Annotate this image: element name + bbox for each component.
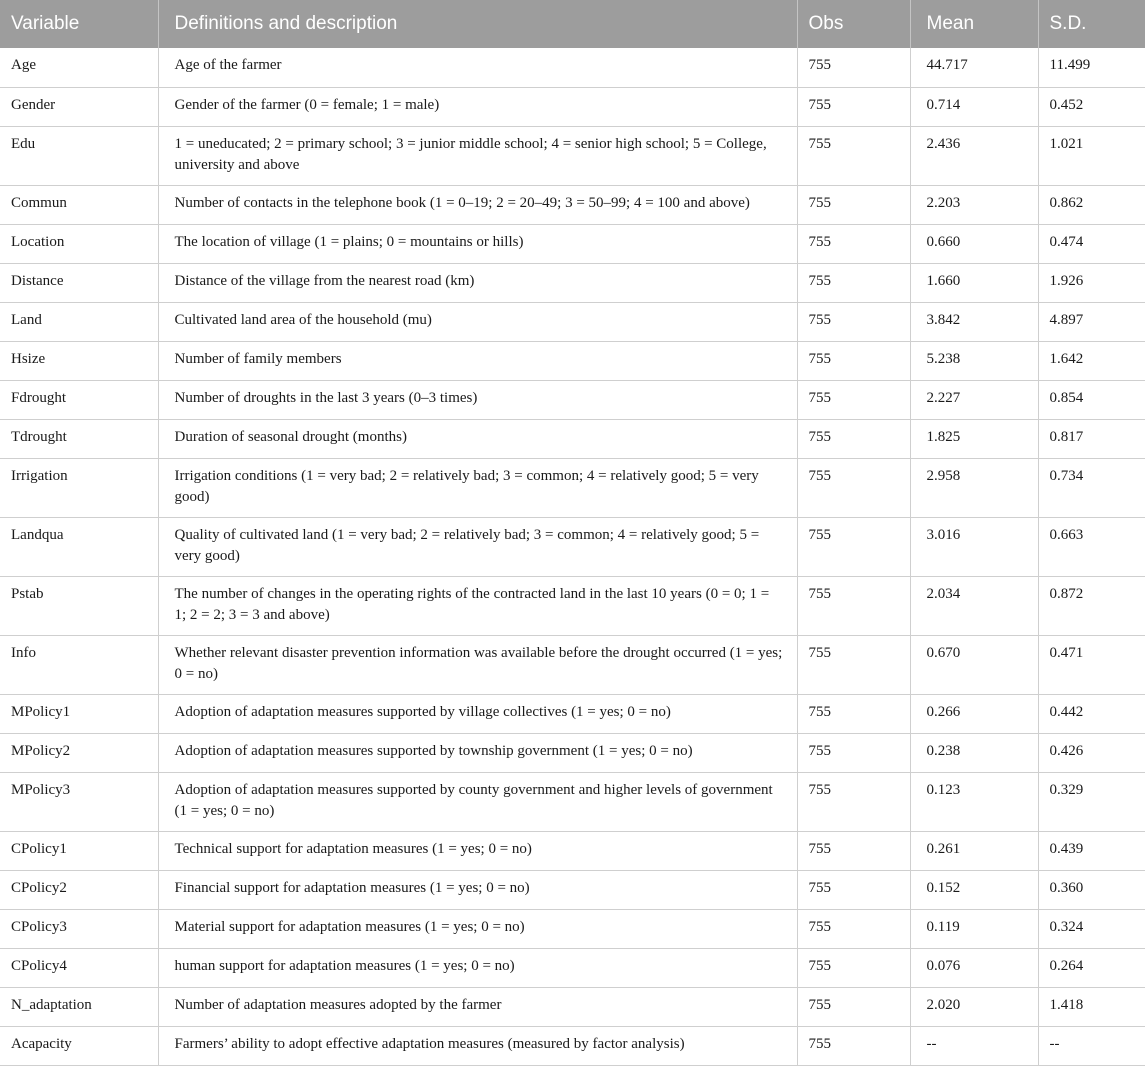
cell-obs: 755 <box>797 419 910 458</box>
cell-mean: 2.436 <box>910 126 1038 185</box>
cell-mean: 0.660 <box>910 224 1038 263</box>
table-row <box>0 831 1145 870</box>
cell-definition: Duration of seasonal drought (months) <box>158 419 797 458</box>
cell-obs: 755 <box>797 302 910 341</box>
cell-definition: Irrigation conditions (1 = very bad; 2 = relatively bad; 3 = common; 4 = relatively good; 5 = very good) <box>158 458 797 517</box>
cell-sd: 0.734 <box>1038 458 1145 517</box>
cell-obs: 755 <box>797 263 910 302</box>
cell-sd: 0.817 <box>1038 419 1145 458</box>
cell-obs: 755 <box>797 733 910 772</box>
cell-mean: 0.119 <box>910 909 1038 948</box>
cell-definition: Number of family members <box>158 341 797 380</box>
cell-mean: 0.076 <box>910 948 1038 987</box>
cell-variable: Edu <box>0 126 158 185</box>
cell-variable: Age <box>0 48 158 87</box>
table-row <box>0 1026 1145 1065</box>
cell-mean: 1.660 <box>910 263 1038 302</box>
table-row <box>0 380 1145 419</box>
cell-sd: 0.264 <box>1038 948 1145 987</box>
cell-sd: 0.439 <box>1038 831 1145 870</box>
table-row <box>0 733 1145 772</box>
cell-obs: 755 <box>797 185 910 224</box>
cell-definition: Gender of the farmer (0 = female; 1 = male) <box>158 87 797 126</box>
cell-definition: Number of contacts in the telephone book (1 = 0–19; 2 = 20–49; 3 = 50–99; 4 = 100 and above) <box>158 185 797 224</box>
cell-obs: 755 <box>797 224 910 263</box>
cell-obs: 755 <box>797 1026 910 1065</box>
cell-sd: 4.897 <box>1038 302 1145 341</box>
cell-variable: Fdrought <box>0 380 158 419</box>
cell-definition: Whether relevant disaster prevention information was available before the drought occurred (1 = yes; 0 = no) <box>158 635 797 694</box>
cell-obs: 755 <box>797 341 910 380</box>
cell-obs: 755 <box>797 126 910 185</box>
cell-variable: Acapacity <box>0 1026 158 1065</box>
cell-sd: 1.642 <box>1038 341 1145 380</box>
cell-sd: 1.418 <box>1038 987 1145 1026</box>
cell-definition: Adoption of adaptation measures supported by county government and higher levels of government (1 = yes; 0 = no) <box>158 772 797 831</box>
cell-obs: 755 <box>797 87 910 126</box>
cell-mean: 0.266 <box>910 694 1038 733</box>
cell-variable: CPolicy2 <box>0 870 158 909</box>
header-row <box>0 0 1145 48</box>
cell-mean: 0.261 <box>910 831 1038 870</box>
table-header <box>0 0 1145 48</box>
cell-sd: 0.442 <box>1038 694 1145 733</box>
cell-definition: Quality of cultivated land (1 = very bad; 2 = relatively bad; 3 = common; 4 = relatively good; 5 = very good) <box>158 517 797 576</box>
cell-obs: 755 <box>797 380 910 419</box>
cell-sd: -- <box>1038 1026 1145 1065</box>
cell-sd: 0.324 <box>1038 909 1145 948</box>
cell-definition: Farmers’ ability to adopt effective adaptation measures (measured by factor analysis) <box>158 1026 797 1065</box>
cell-variable: Pstab <box>0 576 158 635</box>
cell-mean: 2.958 <box>910 458 1038 517</box>
table-row <box>0 909 1145 948</box>
cell-mean: 3.842 <box>910 302 1038 341</box>
table-row <box>0 302 1145 341</box>
cell-variable: MPolicy3 <box>0 772 158 831</box>
cell-mean: 1.825 <box>910 419 1038 458</box>
cell-definition: Technical support for adaptation measures (1 = yes; 0 = no) <box>158 831 797 870</box>
cell-sd: 0.663 <box>1038 517 1145 576</box>
cell-variable: MPolicy1 <box>0 694 158 733</box>
cell-mean: 0.670 <box>910 635 1038 694</box>
cell-definition: Cultivated land area of the household (mu) <box>158 302 797 341</box>
cell-variable: Commun <box>0 185 158 224</box>
cell-variable: Hsize <box>0 341 158 380</box>
cell-mean: 2.034 <box>910 576 1038 635</box>
cell-definition: Number of adaptation measures adopted by the farmer <box>158 987 797 1026</box>
cell-variable: CPolicy1 <box>0 831 158 870</box>
cell-sd: 0.452 <box>1038 87 1145 126</box>
cell-obs: 755 <box>797 909 910 948</box>
cell-mean: 2.020 <box>910 987 1038 1026</box>
cell-definition: Number of droughts in the last 3 years (0–3 times) <box>158 380 797 419</box>
cell-sd: 0.872 <box>1038 576 1145 635</box>
table-row <box>0 635 1145 694</box>
table-row <box>0 772 1145 831</box>
cell-obs: 755 <box>797 694 910 733</box>
cell-mean: 44.717 <box>910 48 1038 87</box>
cell-mean: 3.016 <box>910 517 1038 576</box>
cell-definition: 1 = uneducated; 2 = primary school; 3 = junior middle school; 4 = senior high school; 5 = College, university and above <box>158 126 797 185</box>
cell-mean: 2.203 <box>910 185 1038 224</box>
cell-definition: Distance of the village from the nearest road (km) <box>158 263 797 302</box>
cell-sd: 0.854 <box>1038 380 1145 419</box>
cell-definition: The location of village (1 = plains; 0 = mountains or hills) <box>158 224 797 263</box>
table-row <box>0 126 1145 185</box>
cell-sd: 0.360 <box>1038 870 1145 909</box>
table-body <box>0 48 1145 1065</box>
header-variable: Variable <box>0 0 158 48</box>
table-row <box>0 87 1145 126</box>
cell-variable: Gender <box>0 87 158 126</box>
table-row <box>0 576 1145 635</box>
cell-variable: CPolicy3 <box>0 909 158 948</box>
table-row <box>0 224 1145 263</box>
cell-obs: 755 <box>797 987 910 1026</box>
table-row <box>0 948 1145 987</box>
header-definition: Definitions and description <box>158 0 797 48</box>
cell-sd: 1.021 <box>1038 126 1145 185</box>
cell-obs: 755 <box>797 48 910 87</box>
cell-variable: Land <box>0 302 158 341</box>
cell-sd: 0.474 <box>1038 224 1145 263</box>
cell-obs: 755 <box>797 517 910 576</box>
cell-sd: 0.471 <box>1038 635 1145 694</box>
header-mean: Mean <box>910 0 1038 48</box>
cell-mean: 0.238 <box>910 733 1038 772</box>
cell-obs: 755 <box>797 948 910 987</box>
cell-variable: MPolicy2 <box>0 733 158 772</box>
cell-definition: Adoption of adaptation measures supported by township government (1 = yes; 0 = no) <box>158 733 797 772</box>
header-obs: Obs <box>797 0 910 48</box>
cell-mean: 0.152 <box>910 870 1038 909</box>
header-sd: S.D. <box>1038 0 1145 48</box>
cell-variable: Distance <box>0 263 158 302</box>
cell-definition: Adoption of adaptation measures supported by village collectives (1 = yes; 0 = no) <box>158 694 797 733</box>
cell-variable: N_adaptation <box>0 987 158 1026</box>
cell-sd: 1.926 <box>1038 263 1145 302</box>
cell-variable: Tdrought <box>0 419 158 458</box>
cell-variable: CPolicy4 <box>0 948 158 987</box>
cell-variable: Landqua <box>0 517 158 576</box>
cell-definition: Age of the farmer <box>158 48 797 87</box>
table-row <box>0 694 1145 733</box>
cell-sd: 0.329 <box>1038 772 1145 831</box>
cell-obs: 755 <box>797 458 910 517</box>
table-row <box>0 517 1145 576</box>
cell-mean: 2.227 <box>910 380 1038 419</box>
cell-definition: Material support for adaptation measures (1 = yes; 0 = no) <box>158 909 797 948</box>
cell-sd: 0.862 <box>1038 185 1145 224</box>
cell-definition: human support for adaptation measures (1 = yes; 0 = no) <box>158 948 797 987</box>
cell-variable: Info <box>0 635 158 694</box>
cell-variable: Location <box>0 224 158 263</box>
cell-obs: 755 <box>797 831 910 870</box>
table-row <box>0 341 1145 380</box>
cell-mean: 5.238 <box>910 341 1038 380</box>
table-row <box>0 458 1145 517</box>
cell-mean: 0.714 <box>910 87 1038 126</box>
table-row <box>0 870 1145 909</box>
table-row <box>0 419 1145 458</box>
cell-mean: 0.123 <box>910 772 1038 831</box>
table-row <box>0 185 1145 224</box>
table-row <box>0 48 1145 87</box>
cell-definition: The number of changes in the operating rights of the contracted land in the last 10 years (0 = 0; 1 = 1; 2 = 2; 3 = 3 and above) <box>158 576 797 635</box>
cell-obs: 755 <box>797 576 910 635</box>
cell-obs: 755 <box>797 870 910 909</box>
table-row <box>0 263 1145 302</box>
cell-obs: 755 <box>797 772 910 831</box>
cell-variable: Irrigation <box>0 458 158 517</box>
cell-sd: 0.426 <box>1038 733 1145 772</box>
cell-definition: Financial support for adaptation measures (1 = yes; 0 = no) <box>158 870 797 909</box>
table-row <box>0 987 1145 1026</box>
cell-obs: 755 <box>797 635 910 694</box>
cell-sd: 11.499 <box>1038 48 1145 87</box>
cell-mean: -- <box>910 1026 1038 1065</box>
